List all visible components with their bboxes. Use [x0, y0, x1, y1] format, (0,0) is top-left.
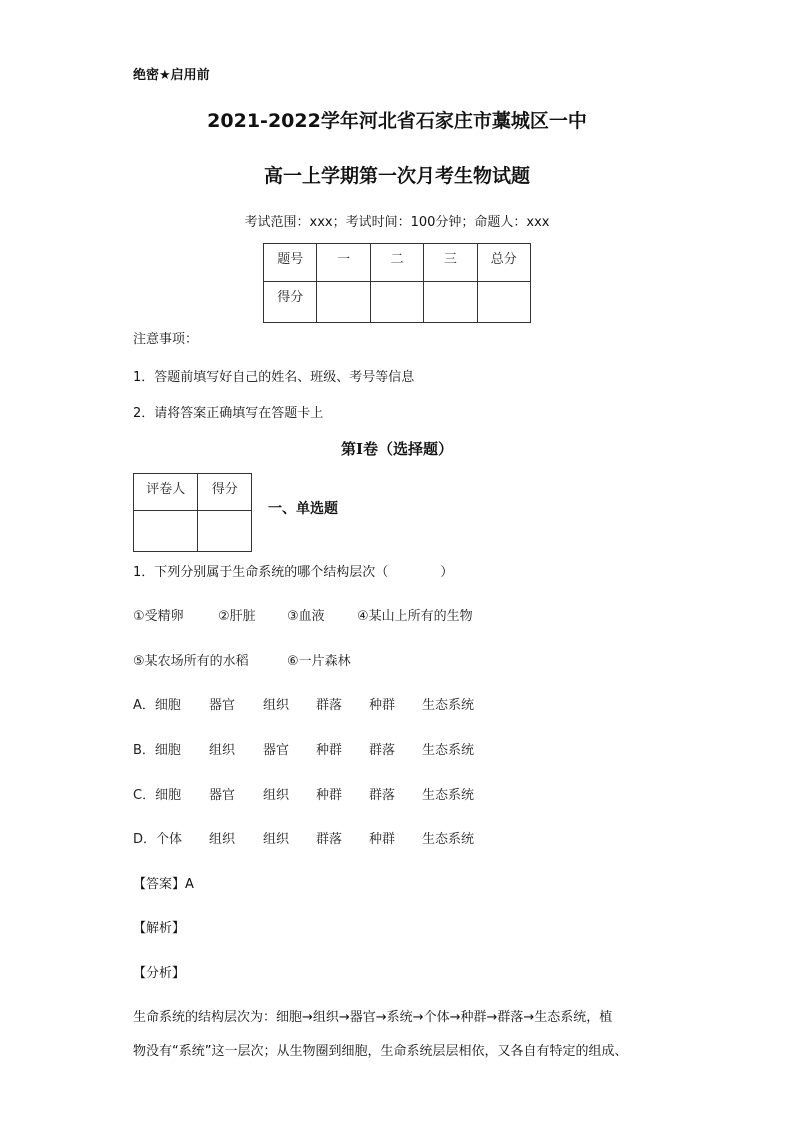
part-title: 一、单选题	[268, 501, 338, 517]
score-table	[263, 243, 531, 323]
score-table-cell: 三	[424, 244, 477, 282]
score-table-cell: 题号	[264, 244, 317, 282]
option-label: D．个体	[133, 832, 183, 847]
item-label: ③血液	[287, 609, 325, 624]
option-cell: 生态系统	[422, 832, 475, 847]
grader-table-header: 得分	[198, 474, 252, 511]
option-cell: 群落	[369, 743, 396, 758]
exam-info: 考试范围：xxx；考试时间：100分钟；命题人：xxx	[244, 215, 550, 230]
option-cell: 群落	[316, 832, 343, 847]
document-title-line2: 高一上学期第一次月考生物试题	[263, 165, 530, 187]
option-cell: 组织	[263, 788, 290, 803]
answer-label: 【答案】A	[133, 877, 194, 892]
score-table-cell: 二	[370, 244, 423, 282]
grader-table-header: 评卷人	[134, 474, 198, 511]
option-label: A．细胞	[133, 698, 181, 713]
explanation-text: 物没有“系统”这一层次；从生物圈到细胞，生命系统层层相依，又各自有特定的组成、	[133, 1044, 628, 1059]
option-cell: 种群	[369, 832, 396, 847]
option-cell: 器官	[263, 743, 290, 758]
option-cell: 组织	[263, 698, 290, 713]
item-label: ⑤某农场所有的水稻	[133, 654, 249, 669]
option-label: C．细胞	[133, 788, 182, 803]
grader-input-cell[interactable]	[198, 511, 252, 552]
option-cell: 组织	[263, 832, 290, 847]
option-cell: 器官	[209, 788, 236, 803]
option-cell: 种群	[316, 788, 343, 803]
score-table-cell: 得分	[264, 282, 317, 323]
classification-label: 绝密★启用前	[133, 68, 210, 83]
grader-input-cell[interactable]	[134, 511, 198, 552]
option-cell: 群落	[369, 788, 396, 803]
section-title: 第I卷（选择题）	[340, 440, 454, 458]
notes-item: 1．答题前填写好自己的姓名、班级、考号等信息	[133, 370, 415, 385]
score-table-cell: 总分	[477, 244, 530, 282]
question-stem: 1．下列分别属于生命系统的哪个结构层次（ ）	[133, 565, 454, 580]
grader-table	[133, 473, 252, 552]
notes-item: 2．请将答案正确填写在答题卡上	[133, 406, 324, 421]
fenxi-heading: 【分析】	[133, 966, 186, 981]
score-input-cell[interactable]	[370, 282, 423, 323]
score-input-cell[interactable]	[317, 282, 370, 323]
option-cell: 生态系统	[422, 698, 475, 713]
option-cell: 生态系统	[422, 788, 475, 803]
option-cell: 种群	[369, 698, 396, 713]
option-cell: 种群	[316, 743, 343, 758]
score-table-cell: 一	[317, 244, 370, 282]
option-cell: 生态系统	[422, 743, 475, 758]
explanation-text: 生命系统的结构层次为：细胞→组织→器官→系统→个体→种群→群落→生态系统，植	[133, 1010, 613, 1025]
option-label: B．细胞	[133, 743, 181, 758]
option-cell: 组织	[209, 743, 236, 758]
item-label: ①受精卵	[133, 609, 184, 624]
item-label: ④某山上所有的生物	[357, 609, 473, 624]
document-title-line1: 2021-2022学年河北省石家庄市藁城区一中	[207, 110, 587, 132]
option-cell: 器官	[209, 698, 236, 713]
option-cell: 群落	[316, 698, 343, 713]
score-input-cell[interactable]	[477, 282, 530, 323]
score-input-cell[interactable]	[424, 282, 477, 323]
analysis-heading: 【解析】	[133, 921, 186, 936]
option-cell: 组织	[209, 832, 236, 847]
item-label: ⑥一片森林	[287, 654, 351, 669]
notes-heading: 注意事项：	[133, 332, 199, 347]
item-label: ②肝脏	[218, 609, 256, 624]
